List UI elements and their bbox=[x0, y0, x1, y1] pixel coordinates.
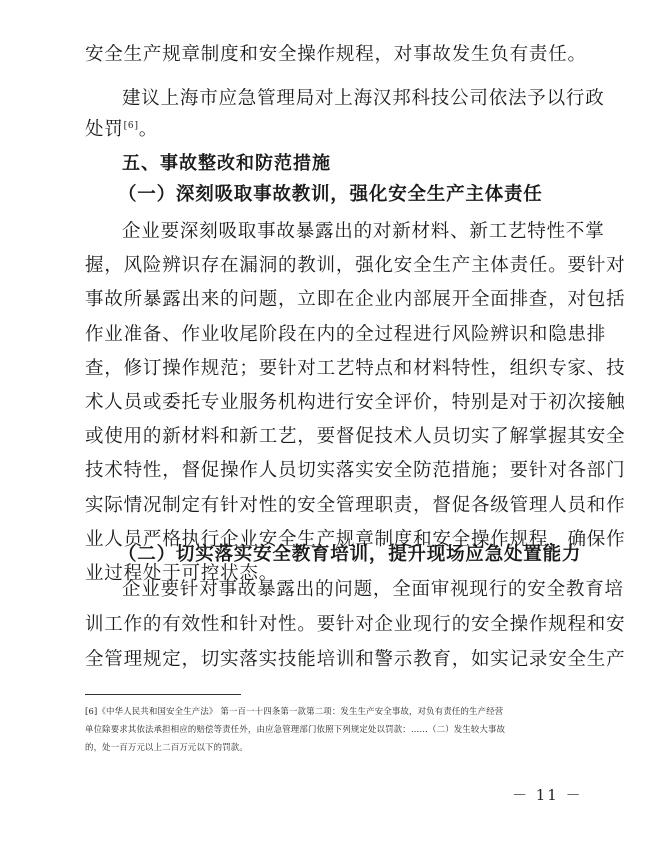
para1-line: 业过程处于可控状态。 bbox=[85, 563, 279, 584]
footnote-line: 单位除要求其依法承担相应的赔偿等责任外，由应急管理部门依照下列规定处以罚款：……（二）发生较大事故 bbox=[85, 724, 506, 734]
para1-line: 实际情况制定有针对性的安全管理职责，督促各级管理人员和作 bbox=[85, 494, 626, 516]
text-line-3-main: 处罚 bbox=[85, 119, 124, 140]
para1-line: 握，风险辨识存在漏洞的教训，强化安全生产主体责任。要针对 bbox=[85, 255, 626, 277]
text-line-1: 安全生产规章制度和安全操作规程，对事故发生负有责任。 bbox=[85, 44, 587, 65]
section-heading: 五、事故整改和防范措施 bbox=[122, 153, 331, 174]
text-line-2: 建议上海市应急管理局对上海汉邦科技公司依法予以行政 bbox=[122, 88, 605, 109]
para1-line: 作业准备、作业收尾阶段在内的全过程进行风险辨识和隐患排 bbox=[85, 323, 607, 345]
para2-line: 全管理规定，切实落实技能培训和警示教育，如实记录安全生产 bbox=[85, 649, 626, 670]
para1-line: 术人员或委托专业服务机构进行安全评价，特别是对于初次接触 bbox=[85, 392, 626, 413]
para2-line: 企业要针对事故暴露出的问题，全面审视现行的安全教育培 bbox=[122, 579, 624, 600]
footnote-line: 的，处一百万元以上二百万元以下的罚款。 bbox=[85, 742, 248, 752]
para1-line: 或使用的新材料和新工艺，要督促技术人员切实了解掌握其安全 bbox=[85, 426, 626, 448]
text-line-3-end: 。 bbox=[138, 119, 159, 140]
page-number: － 11 － bbox=[512, 786, 583, 804]
subsection-heading-1: （一）深刻吸取事故教训，强化安全生产主体责任 bbox=[118, 184, 543, 205]
para2-line: 训工作的有效性和针对性。要针对企业现行的安全操作规程和安 bbox=[85, 614, 626, 635]
footnote-line: [6]《中华人民共和国安全生产法》 第一百一十四条第一款第二项：发生生产安全事故，对负有责任的生产经营 bbox=[85, 706, 504, 716]
para1-line: 事故所暴露出来的问题，立即在企业内部展开全面排查，对包括 bbox=[85, 289, 626, 311]
para1-line: 企业要深刻吸取事故暴露出的对新材料、新工艺特性不掌 bbox=[122, 221, 605, 242]
para1-line: 查，修订操作规范；要针对工艺特点和材料特性，组织专家、技 bbox=[85, 357, 626, 379]
para1-line: 技术特性，督促操作人员切实落实安全防范措施；要针对各部门 bbox=[85, 460, 626, 482]
footnote-ref: [6] bbox=[123, 120, 139, 131]
footnote-divider bbox=[85, 694, 241, 695]
text-line-3 bbox=[85, 113, 575, 147]
subsection-heading-2: （二）切实落实安全教育培训，提升现场应急处置能力 bbox=[118, 544, 582, 565]
para1-line: 业人员严格执行企业安全生产规章制度和安全操作规程，确保作 bbox=[85, 528, 626, 550]
